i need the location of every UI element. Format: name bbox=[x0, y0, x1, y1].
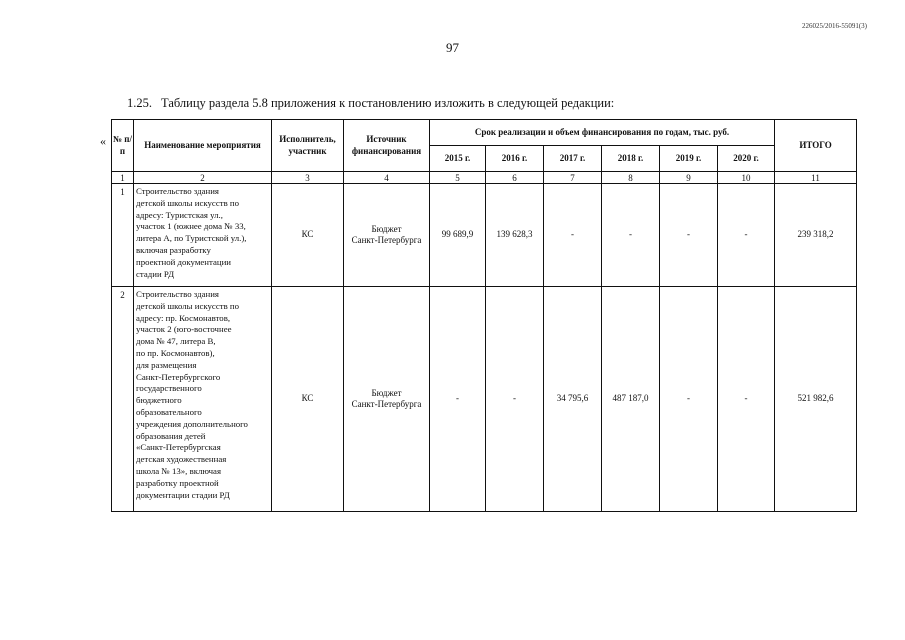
row-name-line: дома № 47, литера В, bbox=[136, 336, 216, 347]
row-value-2017: - bbox=[544, 184, 602, 287]
column-numbers-row bbox=[112, 172, 857, 184]
row-executor: КС bbox=[272, 184, 344, 287]
column-number: 9 bbox=[660, 172, 718, 184]
row-name-line: документации стадии РД bbox=[136, 489, 230, 500]
row-value-2019: - bbox=[660, 287, 718, 512]
row-number: 2 bbox=[112, 287, 134, 512]
header-name: Наименование мероприятия bbox=[134, 120, 272, 172]
row-name-line: Строительство здания bbox=[136, 289, 219, 299]
table-row bbox=[112, 287, 857, 512]
opening-quote-mark: « bbox=[100, 134, 106, 148]
row-name-line: Санкт-Петербургского bbox=[136, 371, 221, 382]
row-name-line: проектной документации bbox=[136, 256, 231, 267]
column-number: 11 bbox=[775, 172, 857, 184]
row-name-line: «Санкт-Петербургская bbox=[136, 442, 221, 453]
row-value-2018: 487 187,0 bbox=[602, 287, 660, 512]
paragraph bbox=[127, 96, 614, 111]
row-name-line: адресу: Туристская ул., bbox=[136, 209, 223, 220]
row-name-line: участок 2 (юго-восточнее bbox=[136, 324, 232, 335]
paragraph-number: 1.25. bbox=[127, 96, 152, 110]
column-number: 10 bbox=[718, 172, 775, 184]
row-source-line: Бюджет bbox=[371, 223, 402, 234]
row-name-line: детской школы искусств по bbox=[136, 197, 240, 208]
row-name-line: стадии РД bbox=[136, 268, 175, 279]
row-source-line: Санкт-Петербурга bbox=[351, 235, 422, 245]
document-id: 226025/2016-55091(3) bbox=[802, 22, 867, 30]
row-number: 1 bbox=[112, 184, 134, 287]
row-source bbox=[344, 287, 430, 512]
row-name-line: образования детей bbox=[136, 430, 206, 441]
header-year: 2017 г. bbox=[544, 146, 602, 172]
row-name-line: участок 1 (южнее дома № 33, bbox=[136, 221, 246, 232]
row-source-line: Бюджет bbox=[371, 387, 402, 398]
row-name-line: разработку проектной bbox=[136, 477, 219, 488]
row-name-line: Строительство здания bbox=[136, 186, 219, 196]
column-number: 4 bbox=[344, 172, 430, 184]
header-year: 2018 г. bbox=[602, 146, 660, 172]
row-total: 239 318,2 bbox=[775, 184, 857, 287]
row-source bbox=[344, 184, 430, 287]
header-executor: Исполнитель, участник bbox=[272, 120, 344, 172]
row-name-line: бюджетного bbox=[136, 395, 182, 406]
row-value-2020: - bbox=[718, 287, 775, 512]
header-year: 2015 г. bbox=[430, 146, 486, 172]
column-number: 5 bbox=[430, 172, 486, 184]
row-source-line: Санкт-Петербурга bbox=[351, 399, 422, 409]
column-number: 3 bbox=[272, 172, 344, 184]
row-name-line: учреждения дополнительного bbox=[136, 418, 248, 429]
row-value-2016: 139 628,3 bbox=[486, 184, 544, 287]
row-value-2019: - bbox=[660, 184, 718, 287]
row-value-2015: - bbox=[430, 287, 486, 512]
row-value-2020: - bbox=[718, 184, 775, 287]
column-number: 2 bbox=[134, 172, 272, 184]
row-name-line: для размещения bbox=[136, 359, 197, 370]
table-header-row bbox=[112, 120, 857, 146]
header-year: 2019 г. bbox=[660, 146, 718, 172]
header-period: Срок реализации и объем финансирования по годам, тыс. руб. bbox=[430, 120, 775, 146]
row-name-line: литера А, по Туристской ул.), bbox=[136, 233, 247, 244]
row-name-line: включая разработку bbox=[136, 244, 211, 255]
header-num: № п/п bbox=[112, 120, 134, 172]
column-number: 7 bbox=[544, 172, 602, 184]
header-year: 2020 г. bbox=[718, 146, 775, 172]
financing-table bbox=[111, 119, 857, 512]
row-value-2016: - bbox=[486, 287, 544, 512]
row-name bbox=[134, 184, 272, 287]
page-number: 97 bbox=[446, 40, 459, 55]
column-number: 6 bbox=[486, 172, 544, 184]
row-name-line: школа № 13», включая bbox=[136, 465, 221, 476]
row-value-2018: - bbox=[602, 184, 660, 287]
row-name-line: образовательного bbox=[136, 406, 202, 417]
row-name-line: детской школы искусств по bbox=[136, 300, 240, 311]
header-year: 2016 г. bbox=[486, 146, 544, 172]
header-source: Источник финансирования bbox=[344, 120, 430, 172]
row-name bbox=[134, 287, 272, 512]
row-executor: КС bbox=[272, 287, 344, 512]
row-name-line: государственного bbox=[136, 383, 202, 394]
table-row bbox=[112, 184, 857, 287]
header-total: ИТОГО bbox=[775, 120, 857, 172]
column-number: 8 bbox=[602, 172, 660, 184]
row-total: 521 982,6 bbox=[775, 287, 857, 512]
row-name-line: детская художественная bbox=[136, 454, 227, 465]
row-value-2015: 99 689,9 bbox=[430, 184, 486, 287]
column-number: 1 bbox=[112, 172, 134, 184]
row-name-line: адресу: пр. Космонавтов, bbox=[136, 312, 231, 323]
row-name-line: по пр. Космонавтов), bbox=[136, 347, 215, 358]
paragraph-text: Таблицу раздела 5.8 приложения к постановлению изложить в следующей редакции: bbox=[161, 96, 615, 110]
row-value-2017: 34 795,6 bbox=[544, 287, 602, 512]
